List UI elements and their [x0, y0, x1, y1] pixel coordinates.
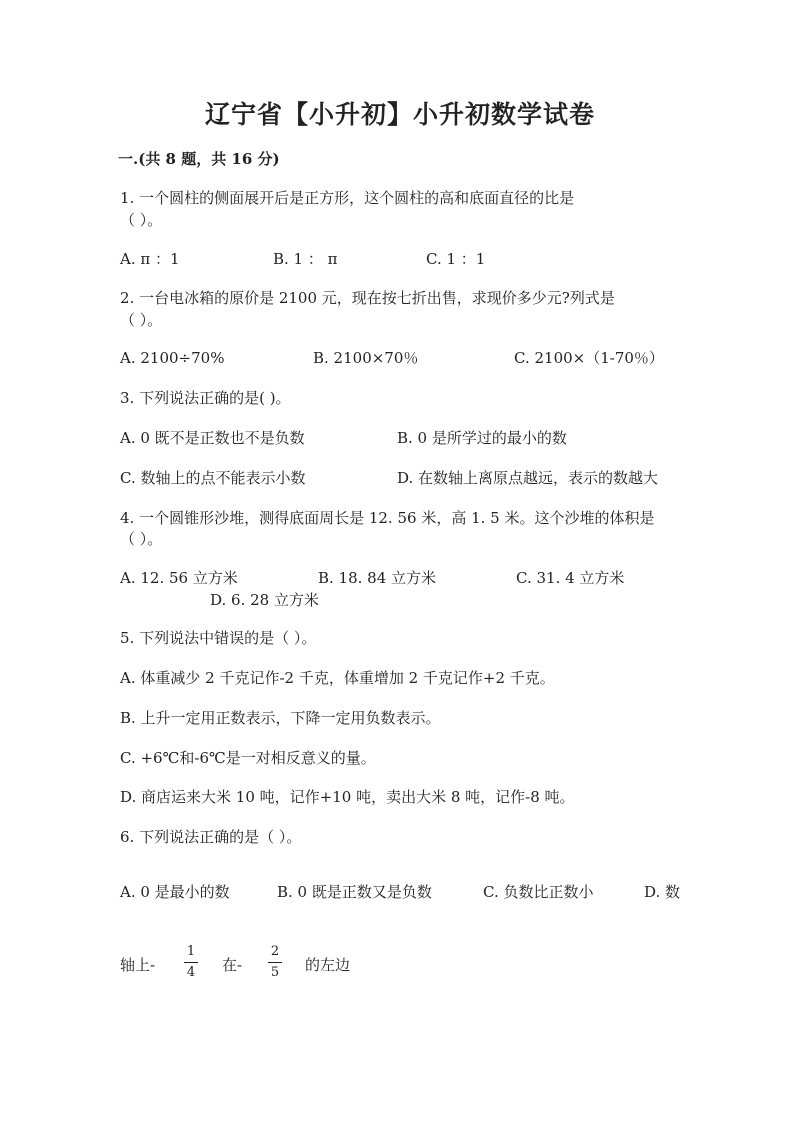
question-5-option-a: A. 体重减少 2 千克记作-2 千克，体重增加 2 千克记作+2 千克。: [120, 669, 555, 687]
fraction-two-fifths: [268, 944, 282, 981]
question-3-option-a: A. 0 既不是正数也不是负数: [120, 429, 305, 447]
question-4-blank: （ ）。: [120, 530, 163, 548]
page-title: 辽宁省【小升初】小升初数学试卷: [204, 100, 595, 129]
fraction-bar: [184, 962, 198, 963]
fraction-numerator: 1: [186, 944, 196, 959]
question-6-option-d: D. 数: [644, 883, 681, 901]
question-6-option-b: B. 0 既是正数又是负数: [277, 883, 432, 901]
question-5-option-c: C. +6℃和-6℃是一对相反意义的量。: [120, 749, 376, 767]
question-3-option-d: D. 在数轴上离原点越远，表示的数越大: [397, 469, 659, 487]
question-2-stem: 2. 一台电冰箱的原价是 2100 元，现在按七折出售，求现价多少元?列式是: [120, 289, 615, 307]
question-1-blank: （ ）。: [120, 211, 163, 229]
question-6-stem: 6. 下列说法正确的是（ ）。: [120, 828, 302, 846]
question-3-option-b: B. 0 是所学过的最小的数: [397, 429, 567, 447]
question-6-option-d-text-1: 轴上-: [120, 956, 156, 974]
section-heading: 一.(共 8 题，共 16 分): [118, 150, 280, 168]
question-6-option-a: A. 0 是最小的数: [120, 883, 230, 901]
question-6-option-c: C. 负数比正数小: [483, 883, 594, 901]
question-1-option-c: C. 1 ：1: [426, 250, 486, 268]
question-3-option-c: C. 数轴上的点不能表示小数: [120, 469, 306, 487]
question-2-option-b: B. 2100×70％: [313, 349, 419, 367]
question-5-option-b: B. 上升一定用正数表示，下降一定用负数表示。: [120, 709, 441, 727]
question-4-option-b: B. 18. 84 立方米: [318, 569, 437, 587]
question-4-stem: 4. 一个圆锥形沙堆，测得底面周长是 12. 56 米，高 1. 5 米。这个沙堆的体积是: [120, 509, 655, 527]
question-2-option-a: A. 2100÷70%: [120, 349, 225, 367]
question-4-option-c: C. 31. 4 立方米: [516, 569, 625, 587]
fraction-one-quarter: [184, 944, 198, 981]
question-1-stem: 1. 一个圆柱的侧面展开后是正方形，这个圆柱的高和底面直径的比是: [120, 189, 575, 207]
question-1-option-a: A. π ：1: [120, 250, 180, 268]
fraction-bar: [268, 962, 282, 963]
fraction-numerator: 2: [270, 944, 280, 959]
question-5-stem: 5. 下列说法中错误的是（ ）。: [120, 629, 317, 647]
question-5-option-d: D. 商店运来大米 10 吨，记作+10 吨，卖出大米 8 吨，记作-8 吨。: [120, 788, 575, 806]
question-2-option-c: C. 2100×（1-70％）: [514, 349, 664, 367]
question-6-option-d-text-3: 的左边: [305, 956, 351, 974]
fraction-denominator: 5: [270, 965, 280, 980]
question-2-blank: （ ）。: [120, 311, 163, 329]
question-4-option-d: D. 6. 28 立方米: [210, 591, 319, 609]
question-3-stem: 3. 下列说法正确的是( )。: [120, 389, 291, 407]
question-6-option-d-text-2: 在-: [222, 956, 243, 974]
question-4-option-a: A. 12. 56 立方米: [120, 569, 238, 587]
fraction-denominator: 4: [186, 965, 196, 980]
question-1-option-b: B. 1 ： π: [273, 250, 338, 268]
